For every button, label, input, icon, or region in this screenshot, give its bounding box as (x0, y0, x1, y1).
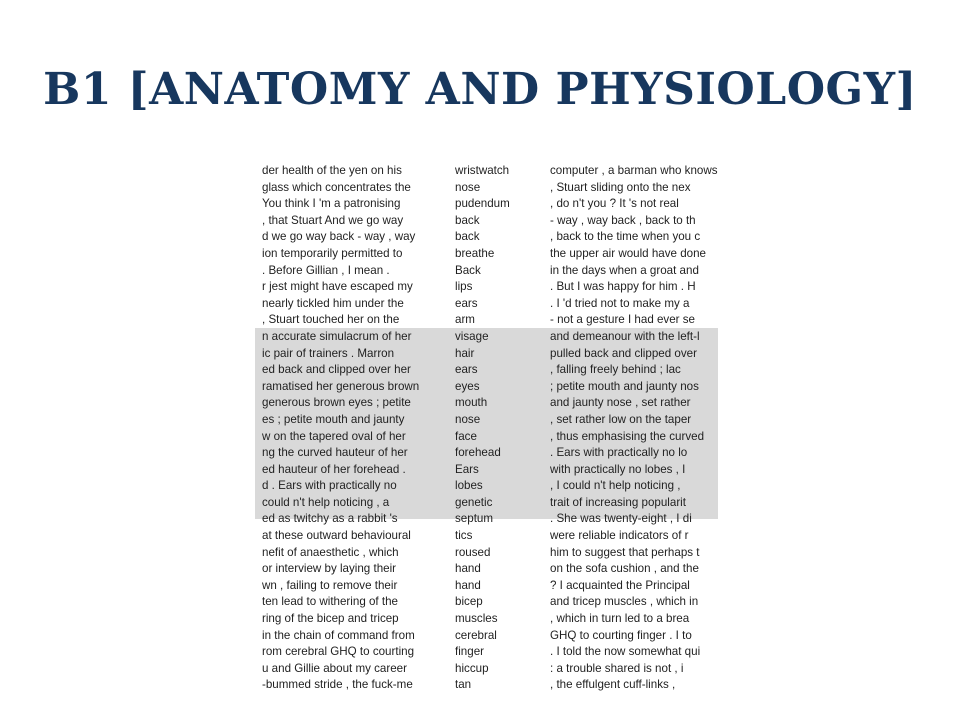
left-context: es ; petite mouth and jaunty (262, 412, 405, 426)
right-context: - way , way back , back to th (550, 213, 696, 227)
concordance-line (262, 263, 735, 280)
keyword: muscles (455, 612, 498, 626)
right-context: pulled back and clipped over (550, 346, 697, 360)
concordance-line (262, 163, 735, 180)
concordance-line (262, 379, 735, 396)
keyword: hiccup (455, 661, 489, 675)
keyword: hand (455, 562, 481, 576)
concordance-line (262, 395, 735, 412)
left-context: d . Ears with practically no (262, 479, 397, 493)
keyword: finger (455, 645, 485, 659)
concordance-line (262, 661, 735, 678)
concordance-line (262, 462, 735, 479)
left-context: u and Gillie about my career (262, 661, 407, 675)
right-context: - not a gesture I had ever se (550, 313, 696, 327)
left-context: . Before Gillian , I mean . (262, 263, 390, 277)
concordance-line (262, 296, 735, 313)
left-context: or interview by laying their (262, 562, 397, 576)
left-context: ed hauteur of her forehead . (262, 462, 406, 476)
right-context: . But I was happy for him . H (550, 280, 696, 294)
concordance-line (262, 196, 735, 213)
left-context: w on the tapered oval of her (262, 429, 406, 443)
left-context: in the chain of command from (262, 628, 415, 642)
concordance-line (262, 346, 735, 363)
right-context: . I 'd tried not to make my a (550, 296, 690, 310)
concordance-line (262, 329, 735, 346)
left-context: glass which concentrates the (262, 180, 411, 194)
concordance-line (262, 644, 735, 661)
right-context: , falling freely behind ; lac (550, 363, 681, 377)
left-context: , that Stuart And we go way (262, 213, 404, 227)
concordance-line (262, 511, 735, 528)
right-context: and jaunty nose , set rather (550, 396, 691, 410)
concordance-line (262, 213, 735, 230)
keyword: arm (455, 313, 475, 327)
left-context: ten lead to withering of the (262, 595, 398, 609)
right-context: . She was twenty-eight , I di (550, 512, 692, 526)
concordance-line (262, 246, 735, 263)
right-context: GHQ to courting finger . I to (550, 628, 692, 642)
concordance-line (262, 594, 735, 611)
keyword: nose (455, 412, 481, 426)
left-context: at these outward behavioural (262, 529, 411, 543)
keyword: mouth (455, 396, 488, 410)
concordance-line (262, 229, 735, 246)
left-context: nefit of anaesthetic , which (262, 545, 399, 559)
keyword: roused (455, 545, 491, 559)
keyword: eyes (455, 379, 480, 393)
right-context: , Stuart sliding onto the nex (550, 180, 691, 194)
concordance-line (262, 545, 735, 562)
left-context: ed back and clipped over her (262, 363, 411, 377)
concordance-line (262, 412, 735, 429)
right-context: with practically no lobes , I (550, 462, 686, 476)
keyword: tan (455, 678, 472, 692)
left-context: You think I 'm a patronising (262, 197, 401, 211)
right-context: trait of increasing popularit (550, 495, 686, 509)
slide-title: B1 [ANATOMY AND PHYSIOLOGY] (43, 64, 917, 115)
keyword: hand (455, 578, 481, 592)
keyword: Ears (455, 462, 479, 476)
keyword: genetic (455, 495, 493, 509)
keyword: back (455, 213, 480, 227)
concordance-line (262, 628, 735, 645)
keyword: breathe (455, 246, 495, 260)
keyword: face (455, 429, 477, 443)
right-context: ; petite mouth and jaunty nos (550, 379, 699, 393)
right-context: , set rather low on the taper (550, 412, 692, 426)
keyword: hair (455, 346, 475, 360)
right-context: him to suggest that perhaps t (550, 545, 700, 559)
keyword: septum (455, 512, 494, 526)
keyword: back (455, 230, 480, 244)
keyword: nose (455, 180, 481, 194)
keyword: bicep (455, 595, 483, 609)
keyword: pudendum (455, 197, 510, 211)
concordance-line (262, 429, 735, 446)
concordance-line (262, 528, 735, 545)
keyword: wristwatch (455, 164, 510, 177)
concordance-line (262, 279, 735, 296)
right-context: the upper air would have done (550, 246, 706, 260)
keyword: cerebral (455, 628, 497, 642)
left-context: ed as twitchy as a rabbit 's (262, 512, 398, 526)
right-context: , I could n't help noticing , (550, 479, 681, 493)
right-context: , do n't you ? It 's not real (550, 197, 679, 211)
keyword: ears (455, 363, 478, 377)
left-context: wn , failing to remove their (262, 578, 398, 592)
left-context: nearly tickled him under the (262, 296, 404, 310)
left-context: rom cerebral GHQ to courting (262, 645, 415, 659)
right-context: ? I acquainted the Principal (550, 578, 690, 592)
keyword: ears (455, 296, 478, 310)
keyword: lobes (455, 479, 483, 493)
left-context: d we go way back - way , way (262, 230, 416, 244)
right-context: , back to the time when you c (550, 230, 701, 244)
keyword: forehead (455, 446, 501, 460)
right-context: , which in turn led to a brea (550, 612, 690, 626)
right-context: : a trouble shared is not , i (550, 661, 684, 675)
left-context: ic pair of trainers . Marron (262, 346, 395, 360)
left-context: der health of the yen on his (262, 164, 402, 177)
left-context: -bummed stride , the fuck-me (262, 678, 413, 692)
left-context: ring of the bicep and tricep (262, 612, 399, 626)
keyword: Back (455, 263, 481, 277)
right-context: were reliable indicators of r (550, 529, 689, 543)
right-context: and demeanour with the left-l (550, 329, 700, 343)
right-context: , the effulgent cuff-links , (550, 678, 676, 692)
concordance-line (262, 180, 735, 197)
left-context: ramatised her generous brown (262, 379, 420, 393)
left-context: could n't help noticing , a (262, 495, 390, 509)
concordance-line (262, 611, 735, 628)
right-context: and tricep muscles , which in (550, 595, 699, 609)
left-context: , Stuart touched her on the (262, 313, 400, 327)
left-context: r jest might have escaped my (262, 280, 413, 294)
right-context: computer , a barman who knows (550, 164, 718, 177)
right-context: on the sofa cushion , and the (550, 562, 699, 576)
right-context: , thus emphasising the curved (550, 429, 705, 443)
right-context: . Ears with practically no lo (550, 446, 688, 460)
left-context: ng the curved hauteur of her (262, 446, 408, 460)
left-context: generous brown eyes ; petite (262, 396, 411, 410)
concordance-line (262, 362, 735, 379)
keyword: tics (455, 529, 473, 543)
concordance-line (262, 578, 735, 595)
concordance-line (262, 478, 735, 495)
concordance-line (262, 495, 735, 512)
right-context: in the days when a groat and (550, 263, 699, 277)
concordance-line (262, 445, 735, 462)
left-context: n accurate simulacrum of her (262, 329, 412, 343)
left-context: ion temporarily permitted to (262, 246, 403, 260)
concordance-line (262, 677, 735, 694)
keyword: lips (455, 280, 473, 294)
concordance-line (262, 312, 735, 329)
concordance-line (262, 561, 735, 578)
keyword: visage (455, 329, 489, 343)
right-context: . I told the now somewhat qui (550, 645, 701, 659)
concordance-list (262, 163, 735, 694)
